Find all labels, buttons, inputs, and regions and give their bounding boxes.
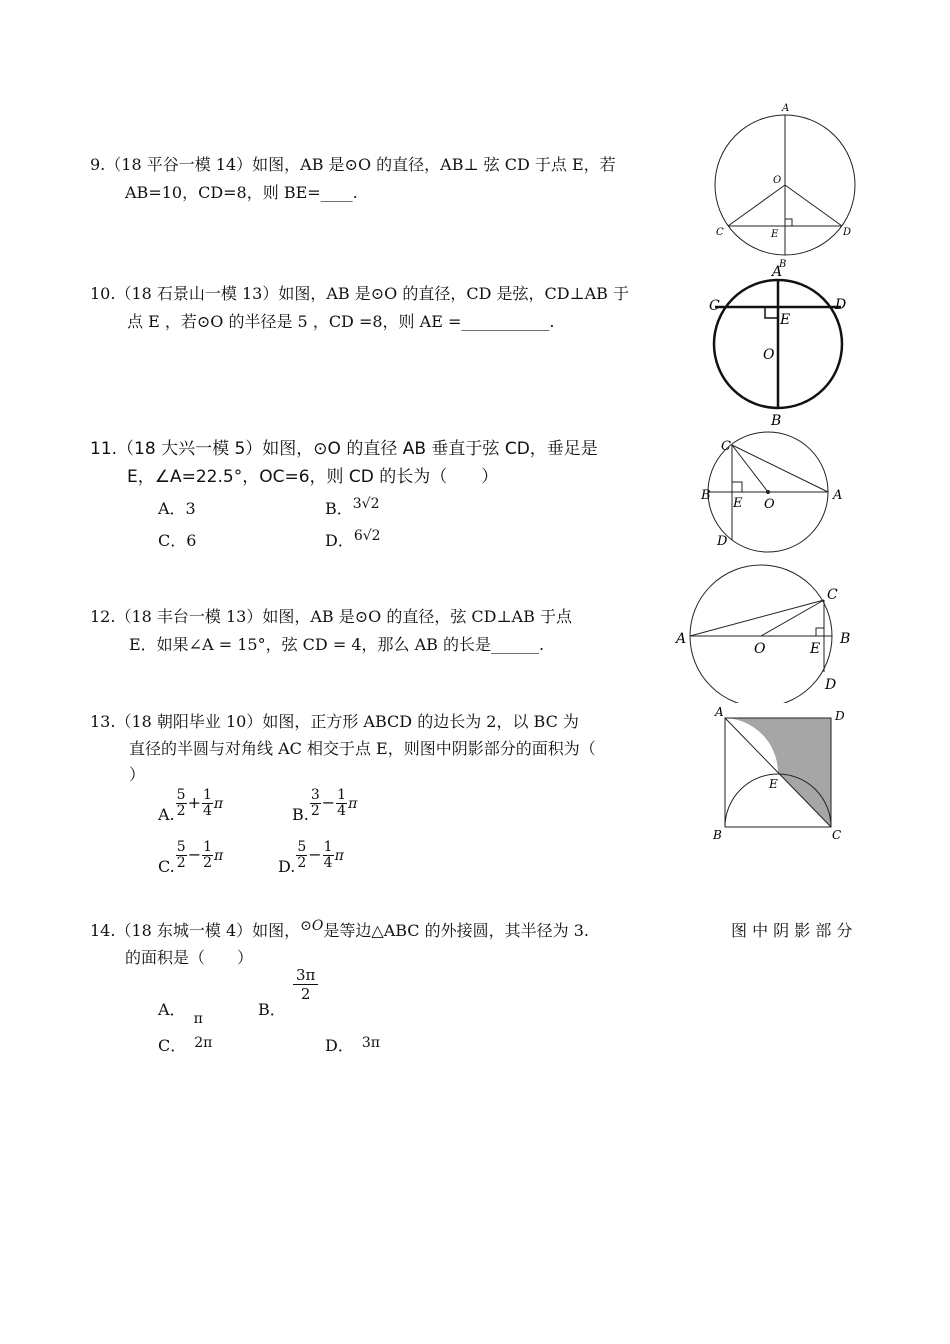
- q11-line2: E，∠A=22.5°，OC=6，则 CD 的长为（ ）: [127, 467, 499, 487]
- q11-label-c: C: [721, 439, 731, 454]
- q13-label-a: A: [715, 705, 724, 719]
- q14-option-b-value: $\frac{3\pi}{2}$: [292, 966, 319, 1003]
- q9-label-e: E: [771, 229, 779, 240]
- q13-figure: [705, 702, 855, 844]
- q12-label-c: C: [827, 587, 838, 603]
- q14-option-c-value: 2π: [194, 1035, 213, 1051]
- q13-option-b: B. $\frac{3}{2}$ − $\frac{1}{4}$ π: [292, 787, 358, 824]
- q11-option-c: C．6: [158, 531, 197, 550]
- q11-label-d: D: [717, 534, 728, 549]
- q9-line1: 9.（18 平谷一模 14）如图，AB 是⊙O 的直径，AB⊥ 弦 CD 于点 E，若: [90, 155, 616, 174]
- q10-label-b: B: [771, 413, 782, 429]
- q13-label-b: B: [713, 828, 722, 842]
- q12-line2: E．如果∠A = 15°，弦 CD = 4，那么 AB 的长是______.: [129, 635, 545, 654]
- q11-label-o: O: [764, 497, 775, 512]
- q12-label-o: O: [754, 641, 766, 657]
- q12-label-d: D: [825, 677, 837, 693]
- q11-figure: [695, 430, 855, 555]
- q13-line1: 13.（18 朝阳毕业 10）如图，正方形 ABCD 的边长为 2，以 BC 为: [90, 712, 579, 731]
- q12-figure: [672, 563, 857, 703]
- q13-option-d: D. $\frac{5}{2}$ − $\frac{1}{4}$ π: [278, 839, 344, 876]
- q10-label-a: A: [772, 264, 783, 280]
- q9-figure: [705, 100, 865, 270]
- q11-option-b: B．3√2: [325, 496, 380, 518]
- q10-line2: 点 E ，若⊙O 的半径是 5 ，CD =8，则 AE =___________.: [127, 312, 555, 331]
- q11-label-b: B: [701, 488, 711, 503]
- q13-line2: 直径的半圆与对角线 AC 相交于点 E，则图中阴影部分的面积为（: [129, 739, 596, 758]
- q12-label-b: B: [840, 631, 851, 647]
- q11-option-a: A．3: [158, 499, 196, 518]
- q12-line1: 12.（18 丰台一模 13）如图，AB 是⊙O 的直径，弦 CD⊥AB 于点: [90, 607, 572, 626]
- q10-label-d: D: [835, 297, 847, 313]
- q10-figure: [705, 262, 865, 430]
- q13-label-c: C: [832, 828, 842, 842]
- q13-label-d: D: [835, 709, 845, 723]
- q11-option-d-value: 6√2: [353, 528, 381, 544]
- q11-option-b-value: 3√2: [352, 496, 380, 512]
- q14-option-c: C． 2π: [158, 1035, 213, 1055]
- q11-option-d: D．6√2: [325, 528, 381, 550]
- q11-label-e: E: [733, 496, 743, 511]
- q10-line1: 10.（18 石景山一模 13）如图，AB 是⊙O 的直径，CD 是弦，CD⊥AB 于: [90, 284, 630, 303]
- q14-option-a: A． π: [158, 1000, 203, 1027]
- q9-line2: AB=10，CD=8，则 BE=____.: [125, 183, 358, 202]
- q12-label-e: E: [810, 641, 821, 657]
- q14-option-d-value: 3π: [361, 1035, 380, 1051]
- q13-label-e: E: [769, 777, 778, 791]
- q10-label-c: C: [709, 298, 720, 314]
- q12-label-a: A: [676, 631, 687, 647]
- q13-option-a: A. $\frac{5}{2}$ + $\frac{1}{4}$ π: [158, 787, 224, 824]
- q10-label-o: O: [763, 347, 775, 363]
- q10-label-e: E: [780, 312, 791, 328]
- q9-label-o: O: [773, 175, 782, 186]
- q14-line1: 14.（18 东城一模 4）如图，⊙O是等边△ABC 的外接圆，其半径为 3.: [90, 918, 589, 940]
- q13-option-c: C. $\frac{5}{2}$ − $\frac{1}{2}$ π: [158, 839, 224, 876]
- q14-option-b: B．: [258, 1000, 286, 1019]
- q14-line1-tail: 图 中 阴 影 部 分: [731, 921, 853, 940]
- q11-label-a: A: [833, 488, 843, 503]
- q14-line2: 的面积是（ ）: [125, 948, 254, 967]
- q14-option-d: D． 3π: [325, 1035, 380, 1055]
- q9-label-a: A: [782, 103, 790, 114]
- q13-line3: ）: [129, 765, 146, 784]
- q9-label-d: D: [843, 227, 852, 238]
- q11-line1: 11.（18 大兴一模 5）如图，⊙O 的直径 AB 垂直于弦 CD，垂足是: [90, 439, 598, 459]
- q9-label-c: C: [716, 227, 724, 238]
- q14-option-a-value: π: [193, 1011, 203, 1027]
- q9-label-b: B: [779, 259, 787, 270]
